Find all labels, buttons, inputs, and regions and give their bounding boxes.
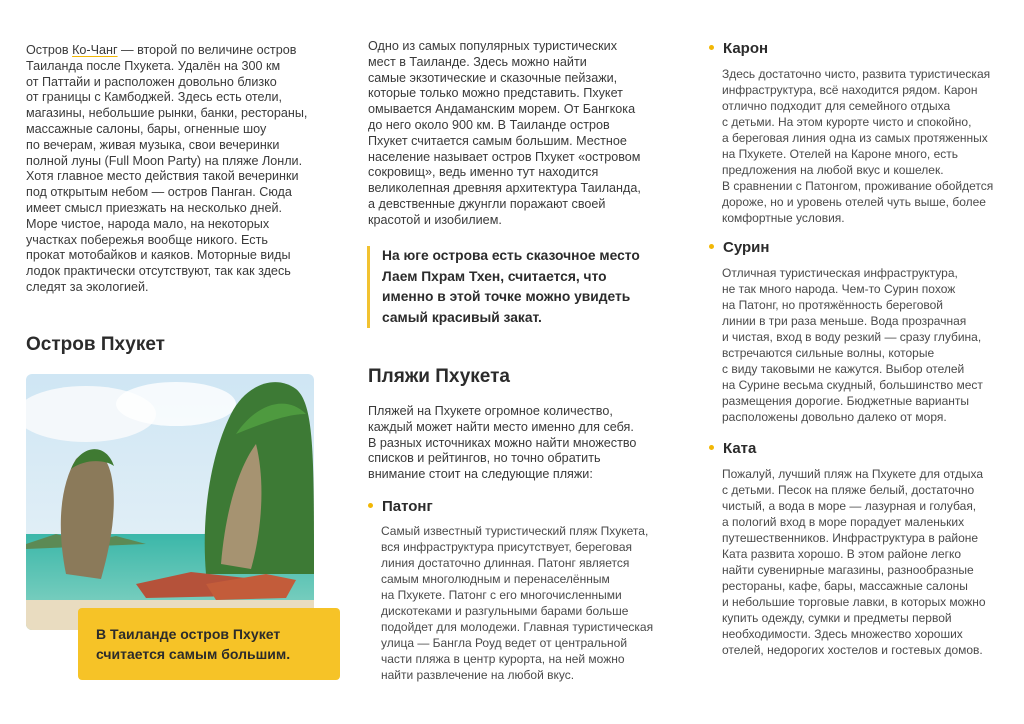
text-line: с детьми. Песок на пляже белый, достаточно	[722, 483, 975, 497]
karon-title: Карон	[709, 40, 768, 57]
bullet-icon	[709, 445, 714, 450]
quote-line: На юге острова есть сказочное место	[382, 248, 640, 263]
text-line: дискотеками и разгульными барами больше	[381, 604, 629, 618]
text-line: — второй по величине остров	[117, 43, 297, 57]
text-line: с виду таковыми не кажутся. Выбор отелей	[722, 362, 965, 376]
text-line: с детьми. На этом курорте чисто и спокойно,	[722, 115, 972, 129]
island-illustration	[26, 374, 314, 630]
text-line: великолепная древняя архитектура Таиланда,	[368, 181, 641, 196]
text-line: Пожалуй, лучший пляж на Пхукете для отдыха	[722, 467, 984, 481]
text-line: Отличная туристическая инфраструктура,	[722, 266, 958, 280]
text-line: участках побережья вообще никого. Есть	[26, 232, 268, 247]
text-line: встречаются сильные волны, которые	[722, 346, 935, 360]
text-line: размещения дорогие. Бюджетные варианты	[722, 394, 970, 408]
text-line: предложения на любой вкус и кошелек.	[722, 163, 944, 177]
ko-chang-paragraph: Остров Ко-Чанг — второй по величине остров Таиланда после Пхукета. Удалён на 300 км от Паттайи и расположен довольно близко от границы с Камбоджей. Здесь есть отели, магазины, небольшие рынки, банки, рестораны, массажные салоны, бары, огненные шоу по вечерам, живая музыка, свои вечеринки полной луны (Full Moon Party) на пляже Лонли. Хотя главное место действия такой вечеринки под открытым небом — остров Панган. Сюда имеет смысл приезжать на несколько дней. Море чистое, народа мало, на некоторых участках побережья вообще никого. Есть прокат мотобайков и каяков. Моторные виды лодок практически отсутствуют, так как здесь следят за экологией.	[26, 43, 308, 294]
text-line: инфраструктура, всё находится рядом. Карон	[722, 83, 978, 97]
text-line: списков и рейтингов, но точно обратить	[368, 451, 601, 466]
text-line: мест в Таиланде. Здесь можно найти	[368, 54, 587, 69]
phuket-intro	[368, 39, 668, 229]
text-line: найти сувенирные магазины, разнообразные	[722, 563, 974, 577]
text-line: дороже, но и уровень отелей чуть выше, более	[722, 195, 986, 209]
text-line: отелей, недорогих хостелов и гостевых домов.	[722, 643, 983, 657]
sunset-quote	[367, 246, 682, 328]
text-line: от границы с Камбоджей. Здесь есть отели,	[26, 90, 283, 105]
text-line: на Пхукете. Отелей на Кароне много, есть	[722, 147, 959, 161]
bullet-icon	[709, 244, 714, 249]
kata-block	[722, 466, 1012, 658]
text-line: следят за экологией.	[26, 279, 149, 294]
karon-text	[722, 66, 1012, 226]
text-line: линии в три раза меньше. Вода прозрачная	[722, 314, 967, 328]
beaches-heading: Пляжи Пхукета	[368, 366, 510, 387]
text-line: по вечерам, живая музыка, свои вечеринки	[26, 137, 280, 152]
surin-title: Сурин	[709, 239, 769, 256]
text-line: Хотя главное место действия такой вечеринки	[26, 169, 299, 184]
text-line: Пхукет считается самым большим. Местное	[368, 133, 627, 148]
text-line: купить одежду, сумки и предметы первой	[722, 611, 952, 625]
text-line: необходимости. Здесь множество хороших	[722, 627, 963, 641]
patong-title: Патонг	[368, 498, 433, 515]
kata-title: Ката	[709, 440, 756, 457]
text-line: Таиланда после Пхукета. Удалён на 300 км	[26, 58, 281, 73]
text-line: путешественников. Инфраструктура в районе	[722, 531, 979, 545]
bullet-icon	[368, 503, 373, 508]
text-line: найти развлечение на любой вкус.	[381, 668, 575, 682]
text-line: внимание стоит на следующие пляжи:	[368, 467, 593, 482]
text-line: и чистая, вход в воду резкий — сразу глубина,	[722, 330, 982, 344]
text-line: а пологий вход в море порадует маленьких	[722, 515, 965, 529]
text-line: Одно из самых популярных туристических	[368, 39, 617, 53]
ko-chang-lines	[26, 43, 307, 294]
text-line: чистый, а вода в море — лазурная и голубая,	[722, 499, 977, 513]
text-line: самые экзотические и сказочные пейзажи,	[368, 70, 618, 85]
text-line: от Паттайи и расположен довольно близко	[26, 74, 277, 89]
text-line: которые только можно представить. Пхукет	[368, 86, 623, 101]
beaches-intro	[368, 404, 668, 483]
patong-block	[381, 523, 671, 683]
text-line: расположены довольно далеко от моря.	[722, 410, 947, 424]
text-line: красотой и изобилием.	[368, 212, 502, 227]
text-line: население называет остров Пхукет «островом	[368, 149, 641, 164]
text-line: Ката развита хорошо. В этом районе легко	[722, 547, 962, 561]
text-line: а девственные джунгли поражают своей	[368, 196, 606, 211]
kata-text	[722, 466, 1012, 658]
text-line: имеет смысл приезжать на несколько дней.	[26, 200, 283, 215]
surin-block	[722, 265, 1012, 425]
text-line: до него около 900 км. В Таиланде остров	[368, 117, 610, 132]
text-line: не так много народа. Чем-то Сурин похож	[722, 282, 956, 296]
text-line: Море чистое, народа мало, на некоторых	[26, 216, 270, 231]
text-line: на Пхукете. Патонг с его многочисленными	[381, 588, 622, 602]
text-line: линия достаточно длинная. Патонг является	[381, 556, 630, 570]
text-line: В разных источниках можно найти множество	[368, 435, 637, 450]
text-line: магазины, небольшие рынки, банки, рестораны,	[26, 106, 308, 121]
text-line: прокат мотобайков и каяков. Моторные виды	[26, 248, 291, 263]
text-line: лодок практически отсутствуют, так как здесь	[26, 264, 291, 279]
text-line: подойдет для молодежи. Главная туристическая	[381, 620, 654, 634]
ko-chang-link[interactable]: Ко-Чанг	[72, 43, 118, 57]
text-line: сокровищ», ведь именно тут находится	[368, 165, 599, 180]
text-line: В сравнении с Патонгом, проживание обойдется	[722, 179, 994, 193]
text-line: комфортные условия.	[722, 211, 845, 225]
text-line: и небольшие торговые лавки, в которых можно	[722, 595, 986, 609]
beaches-intro-block	[368, 404, 668, 483]
text-line: улица — Бангла Роуд ведет от центральной	[381, 636, 628, 650]
column-left	[26, 43, 326, 296]
phuket-photo	[26, 374, 314, 630]
text-line: каждый может найти место именно для себя.	[368, 419, 634, 434]
text-line: под открытым небом — остров Панган. Сюда	[26, 185, 292, 200]
text-line: полной луны (Full Moon Party) на пляже Лонли.	[26, 153, 303, 168]
quote-line: именно в этой точке можно увидеть	[382, 289, 631, 304]
text-line: Пляжей на Пхукете огромное количество,	[368, 404, 613, 418]
patong-text	[381, 523, 671, 683]
text-line: а береговая линия одна из самых протяженных	[722, 131, 988, 145]
text-line: на Сурине весьма скудный, большинство мест	[722, 378, 983, 392]
text-line: массажные салоны, бары, огненные шоу	[26, 121, 267, 136]
text-line: Здесь достаточно чисто, развита туристическая	[722, 67, 991, 81]
photo-caption: В Таиланде остров Пхукет считается самым большим.	[78, 608, 340, 680]
text-line: Самый известный туристический пляж Пхукета,	[381, 524, 649, 538]
text-line: отлично подходит для семейного отдыха	[722, 99, 951, 113]
text-line: части пляжа в центр курорта, на ней можно	[381, 652, 625, 666]
karon-block	[722, 66, 1012, 226]
text-line: рестораны, кафе, бары, массажные салоны	[722, 579, 968, 593]
text-line: вся инфраструктура присутствует, береговая	[381, 540, 632, 554]
text-line: на Патонг, но протяжённость береговой	[722, 298, 943, 312]
quote-line: самый красивый закат.	[382, 309, 542, 325]
bullet-icon	[709, 45, 714, 50]
text-line: самым многолюдным и перенаселённым	[381, 572, 610, 586]
column-middle	[368, 39, 668, 229]
text-line: омывается Андаманским морем. От Бангкока	[368, 102, 636, 117]
phuket-heading: Остров Пхукет	[26, 334, 165, 355]
surin-text	[722, 265, 1012, 425]
quote-line: Лаем Пхрам Тхен, считается, что	[382, 268, 607, 284]
